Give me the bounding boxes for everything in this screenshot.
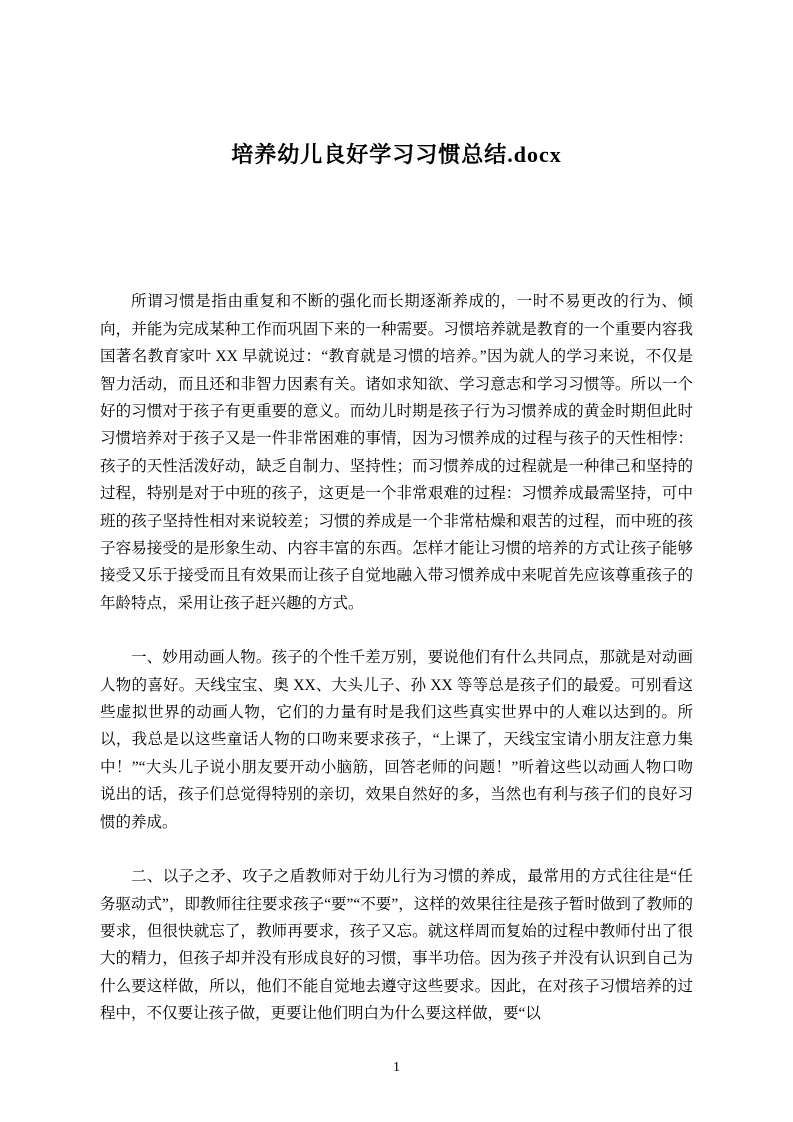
document-title: 培养幼儿良好学习习惯总结.docx — [231, 142, 562, 167]
paragraph-section-two: 二、以子之矛、攻子之盾教师对于幼儿行为习惯的养成，最常用的方式往往是“任务驱动式”，即教师往往要求孩子“要”“不要”，这样的效果往往是孩子暂时做到了教师的要求，但很快就忘了，教师再要求，孩子又忘。就这样周而复始的过程中教师付出了很大的精力，但孩子却并没有形成良好的习惯，事半功倍。因为孩子并没有认识到自己为什么要这样做，所以，他们不能自觉地去遵守这些要求。因此，在对孩子习惯培养的过程中，不仅要让孩子做，更要让他们明白为什么要这样做，要“以 — [100, 868, 693, 1023]
page-number: 1 — [393, 1060, 400, 1075]
document-body — [100, 288, 693, 1027]
paragraph-section-one: 一、妙用动画人物。孩子的个性千差万别，要说他们有什么共同点，那就是对动画人物的喜好。天线宝宝、奥 XX、大头儿子、孙 XX 等等总是孩子们的最爱。可别看这些虚拟世界的动画人物，它们的力量有时是我们这些真实世界中的人难以达到的。所以，我总是以这些童话人物的口吻来要求孩子，“上课了，天线宝宝请小朋友注意力集中！”“大头儿子说小朋友要开动小脑筋，回答老师的问题！”听着这些以动画人物口吻说出的话，孩子们总觉得特别的亲切，效果自然好的多，当然也有利与孩子们的良好习惯的养成。 — [100, 649, 693, 831]
paragraph-intro: 所谓习惯是指由重复和不断的强化而长期逐渐养成的，一时不易更改的行为、倾向，并能为完成某种工作而巩固下来的一种需要。习惯培养就是教育的一个重要内容我国著名教育家叶 XX 早就说过：“教育就是习惯的培养。”因为就人的学习来说，不仅是智力活动，而且还和非智力因素有关。诸如求知欲、学习意志和学习习惯等。所以一个好的习惯对于孩子有更重要的意义。而幼儿时期是孩子行为习惯养成的黄金时期但此时习惯培养对于孩子又是一件非常困难的事情，因为习惯养成的过程与孩子的天性相悖：孩子的天性活泼好动，缺乏自制力、坚持性；而习惯养成的过程就是一种律己和坚持的过程，特别是对于中班的孩子，这更是一个非常艰难的过程：习惯养成最需坚持，可中班的孩子坚持性相对来说较差；习惯的养成是一个非常枯燥和艰苦的过程，而中班的孩子容易接受的是形象生动、内容丰富的东西。怎样才能让习惯的培养的方式让孩子能够接受又乐于接受而且有效果而让孩子自觉地融入带习惯养成中来呢首先应该尊重孩子的年龄特点，采用让孩子赶兴趣的方式。 — [100, 293, 693, 612]
